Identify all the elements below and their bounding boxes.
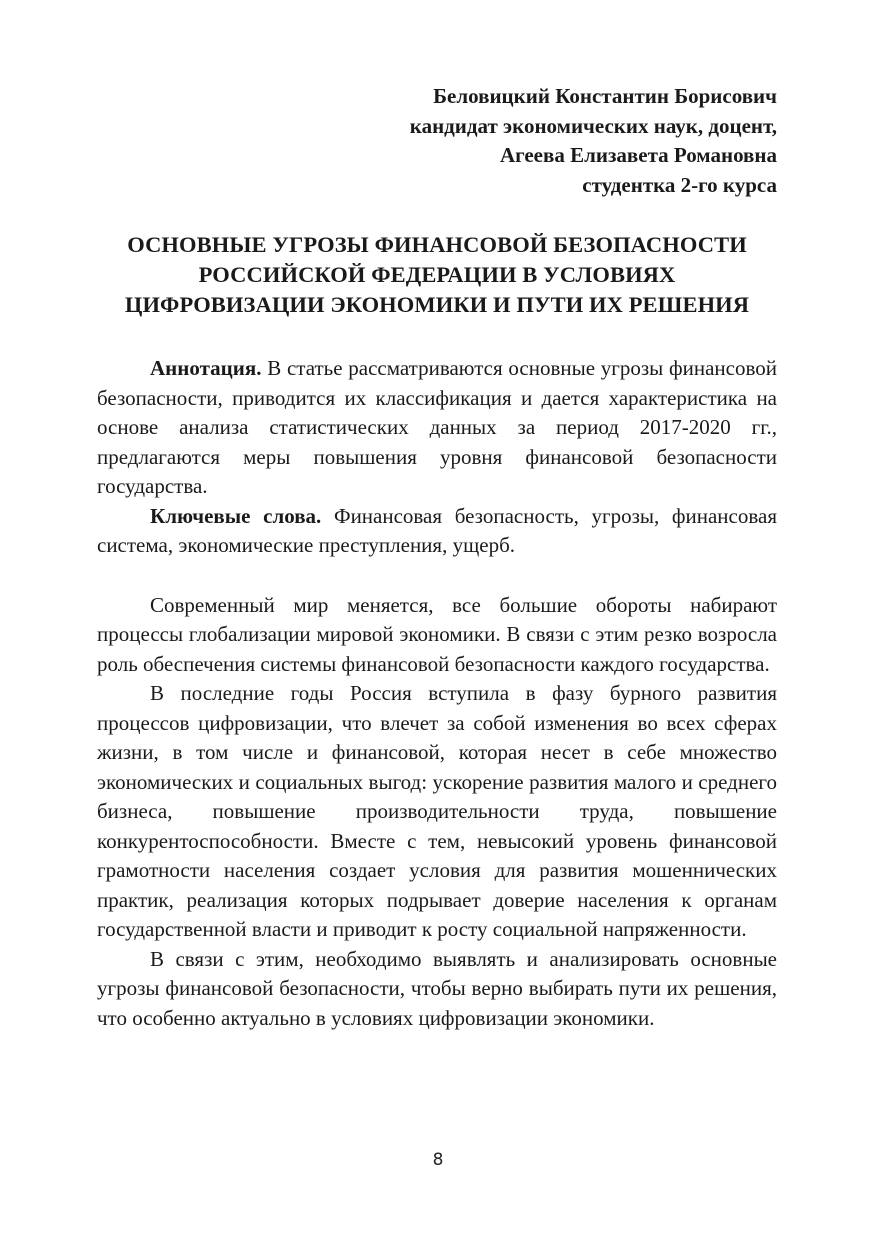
title-line-3: ЦИФРОВИЗАЦИИ ЭКОНОМИКИ И ПУТИ ИХ РЕШЕНИЯ — [124, 292, 750, 317]
article-page — [97, 82, 777, 1033]
body-paragraph-2: В последние годы Россия вступила в фазу бурного развития процессов цифровизации, что влечет за собой изменения во всех сферах жизни, в том числе и финансовой, которая несет в себе множество экономических и социальных выгод: ускорение развития малого и среднего бизнеса, повышение производительности труда, повышение конкурентоспособности. Вместе с тем, невысокий уровень финансовой грамотности населения создает условия для развития мошеннических практик, реализация которых подрывает доверие населения к органам государственной власти и приводит к росту социальной напряженности. — [97, 681, 777, 941]
keywords-text: Финансовая безопасность, угрозы, финансовая система, экономические преступления, ущерб. — [97, 503, 777, 557]
author-2-position: студентка 2-го курса — [582, 172, 777, 197]
author-block — [97, 82, 777, 200]
author-1-name: Беловицкий Константин Борисович — [433, 84, 777, 108]
abstract-label: Аннотация. — [150, 356, 262, 380]
author-2-name: Агеева Елизавета Романовна — [499, 143, 777, 167]
keywords-paragraph — [97, 502, 777, 561]
body-paragraph-3: В связи с этим, необходимо выявлять и анализировать основные угрозы финансовой безопасности, чтобы верно выбирать пути их решения, что особенно актуально в условиях цифровизации экономики. — [97, 946, 777, 1030]
body-paragraph-1: Современный мир меняется, все большие обороты набирают процессы глобализации мировой экономики. В связи с этим резко возросла роль обеспечения системы финансовой безопасности каждого государства. — [97, 592, 777, 676]
abstract-text: В статье рассматриваются основные угрозы финансовой безопасности, приводится их классификация и дается характеристика на основе анализа статистических данных за период 2017-2020 гг., предлагаются меры повышения уровня финансовой безопасности государства. — [97, 356, 777, 498]
title-line-2: РОССИЙСКОЙ ФЕДЕРАЦИИ В УСЛОВИЯХ — [198, 262, 676, 287]
article-body — [97, 591, 777, 1034]
abstract-section — [97, 354, 777, 561]
article-title — [97, 230, 777, 320]
abstract-paragraph — [97, 354, 777, 502]
author-1-degree: кандидат экономических наук, доцент, — [409, 113, 777, 138]
page-number: 8 — [432, 1150, 444, 1170]
title-line-1: ОСНОВНЫЕ УГРОЗЫ ФИНАНСОВОЙ БЕЗОПАСНОСТИ — [127, 232, 747, 257]
keywords-label: Ключевые слова. — [150, 503, 322, 528]
